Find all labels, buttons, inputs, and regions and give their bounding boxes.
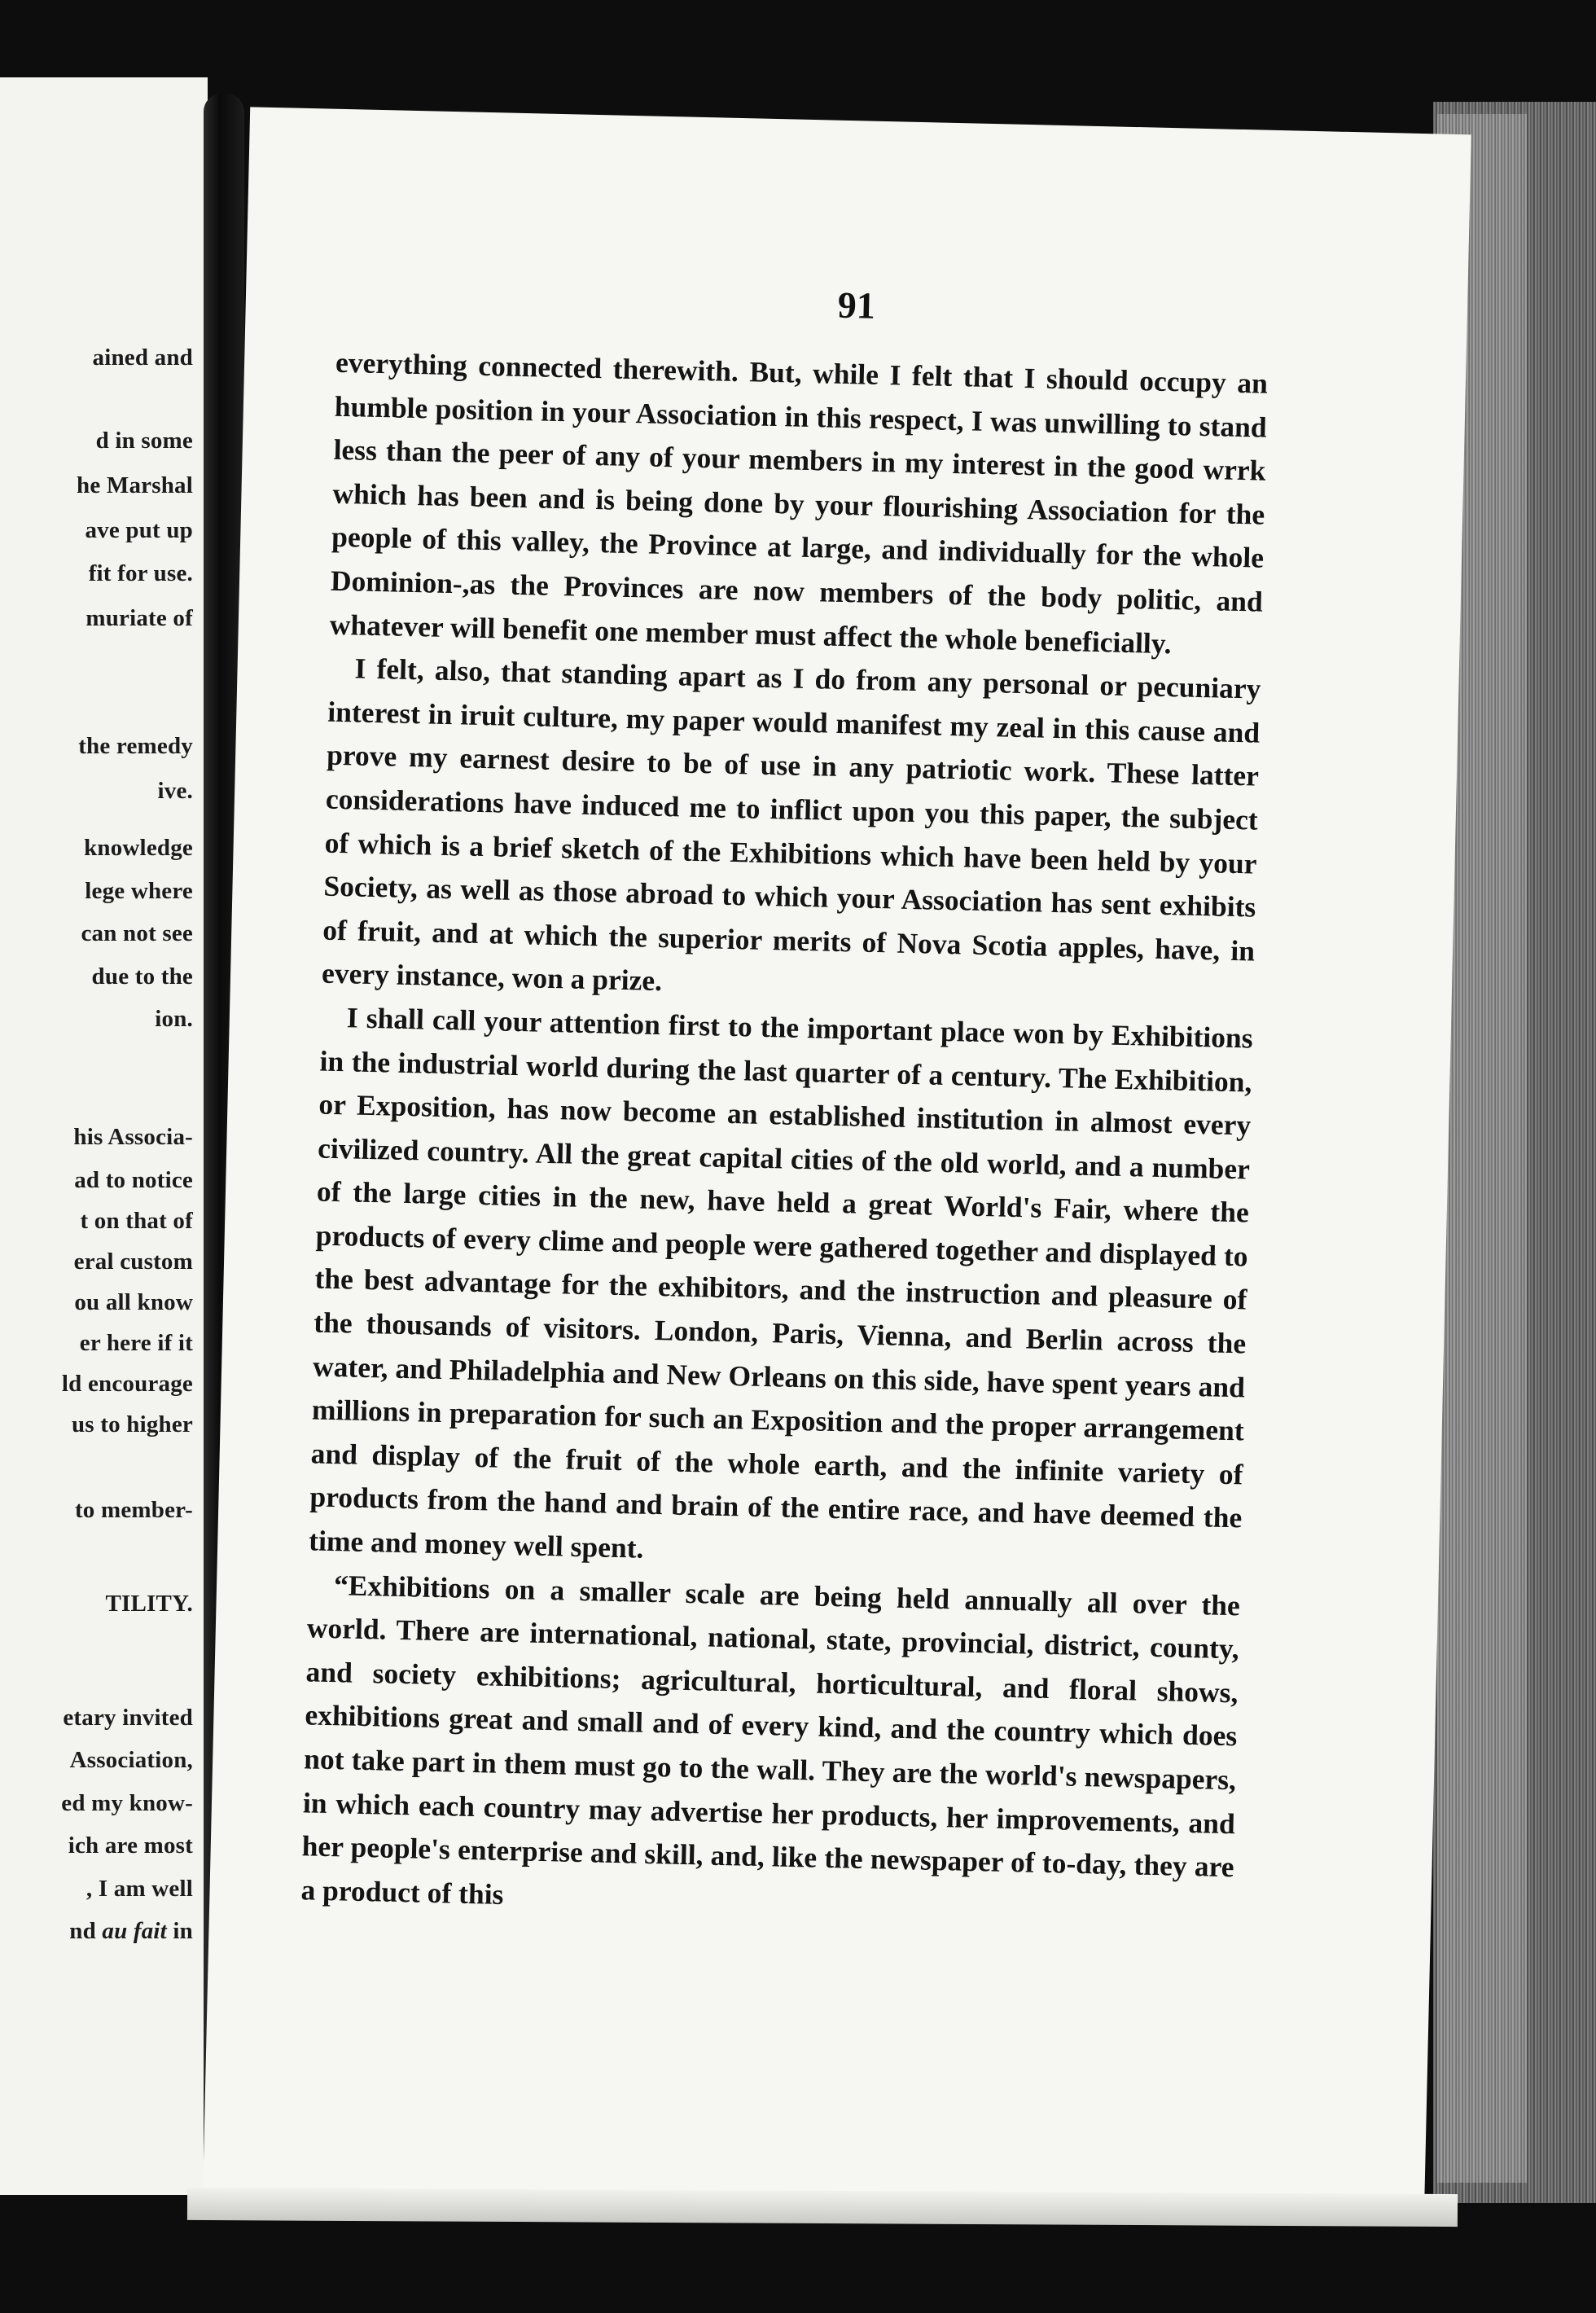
left-page-line: ou all know (74, 1289, 193, 1315)
paragraph: “Exhibitions on a smaller scale are being held annually all over the world. There are international, national, state, provincial, district, county, and society exhibitions; agricultural, horticultural, and floral shows, exhibitions great and small and of every kind, and the country which does not take part in them must go to the wall. They are the world's newspapers, in which each country may advertise her products, her improvements, and her people's enterprise and skill, and, like the newspaper of to-day, they are a product of this (300, 1568, 1241, 1911)
left-page-line: er here if it (79, 1330, 193, 1356)
left-page-line: Association, (69, 1747, 193, 1773)
left-page-line: his Associa- (73, 1124, 193, 1150)
left-page-line: eral custom (73, 1249, 193, 1275)
left-page-line: muriate of (86, 605, 193, 631)
left-page-line: etary invited (63, 1705, 193, 1731)
paragraph: I felt, also, that standing apart as I do from any personal or pecuniary interest in iruit culture, my paper would manifest my zeal in this cause and prove my earnest desire to be of use in any patriotic work. These latter considerations have induced me to inflict upon you this paper, the subject of which is a brief sketch of the Exhibitions which have been held by your Society, as well as those abroad to which your Association has sent exhibits of fruit, and at which the superior merits of Nova Scotia apples, have, in every instance, won a prize. (321, 652, 1261, 998)
page-body (300, 341, 1268, 1933)
left-page-line: he Marshal (77, 472, 193, 498)
left-page-line: d in some (95, 428, 193, 454)
left-page-line: ained and (92, 345, 193, 371)
left-facing-page (0, 77, 208, 2195)
left-page-line: ive. (157, 778, 193, 804)
left-page-line: ich are most (68, 1832, 193, 1859)
page-number: 91 (837, 283, 876, 327)
left-page-line: lege where (85, 878, 193, 904)
paragraph: I shall call your attention first to the important place won by Exhibitions in the industrial world during the last quarter of a century. The Exhibition, or Exposition, has now become an established institution in almost every civilized country. All the great capital cities of the old world, and a number of the large cities in the new, have held a great World's Fair, where the products of every clime and people were gathered together and displayed to the best advantage for the exhibitors, and the instruction and pleasure of the thousands of visitors. London, Paris, Vienna, and Berlin across the water, and Philadelphia and New Orleans on this side, have spent years and millions in preparation for such an Exposition and the proper arrangement and display of the fruit of the whole earth, and the infinite variety of products from the hand and brain of the entire race, and have deemed the time and money well spent. (308, 1001, 1254, 1565)
left-page-line: us to higher (71, 1411, 193, 1437)
left-page-line: t on that of (80, 1208, 193, 1234)
left-page-line: ion. (155, 1006, 193, 1032)
left-page-line: TILITY. (105, 1591, 193, 1617)
left-page-line: fit for use. (88, 560, 193, 586)
left-page-line: due to the (91, 963, 193, 990)
paragraph: everything connected therewith. But, while I felt that I should occupy an humble position in your Association in this respect, I was unwilling to stand less than the peer of any of your members in my interest in the good wrrk which has been and is being done by your flourishing Association for the people of this valley, the Province at large, and individually for the whole Dominion-,as the Provinces are now members of the body politic, and whatever will benefit one member must affect the whole beneficially. (329, 345, 1269, 660)
left-page-line: , I am well (86, 1876, 193, 1902)
left-page-line: can not see (81, 920, 193, 946)
left-page-line: ad to notice (74, 1167, 193, 1193)
main-page (203, 107, 1471, 2219)
left-page-line: knowledge (84, 835, 193, 861)
left-page-line: the remedy (78, 733, 193, 759)
page-bottom-edge (187, 2188, 1458, 2227)
left-page-line: ave put up (85, 517, 193, 543)
left-page-line: ld encourage (61, 1371, 193, 1397)
left-page-line: nd au fait in (69, 1918, 193, 1944)
left-page-line: ed my know- (61, 1790, 193, 1816)
left-page-line: to member- (74, 1497, 193, 1523)
